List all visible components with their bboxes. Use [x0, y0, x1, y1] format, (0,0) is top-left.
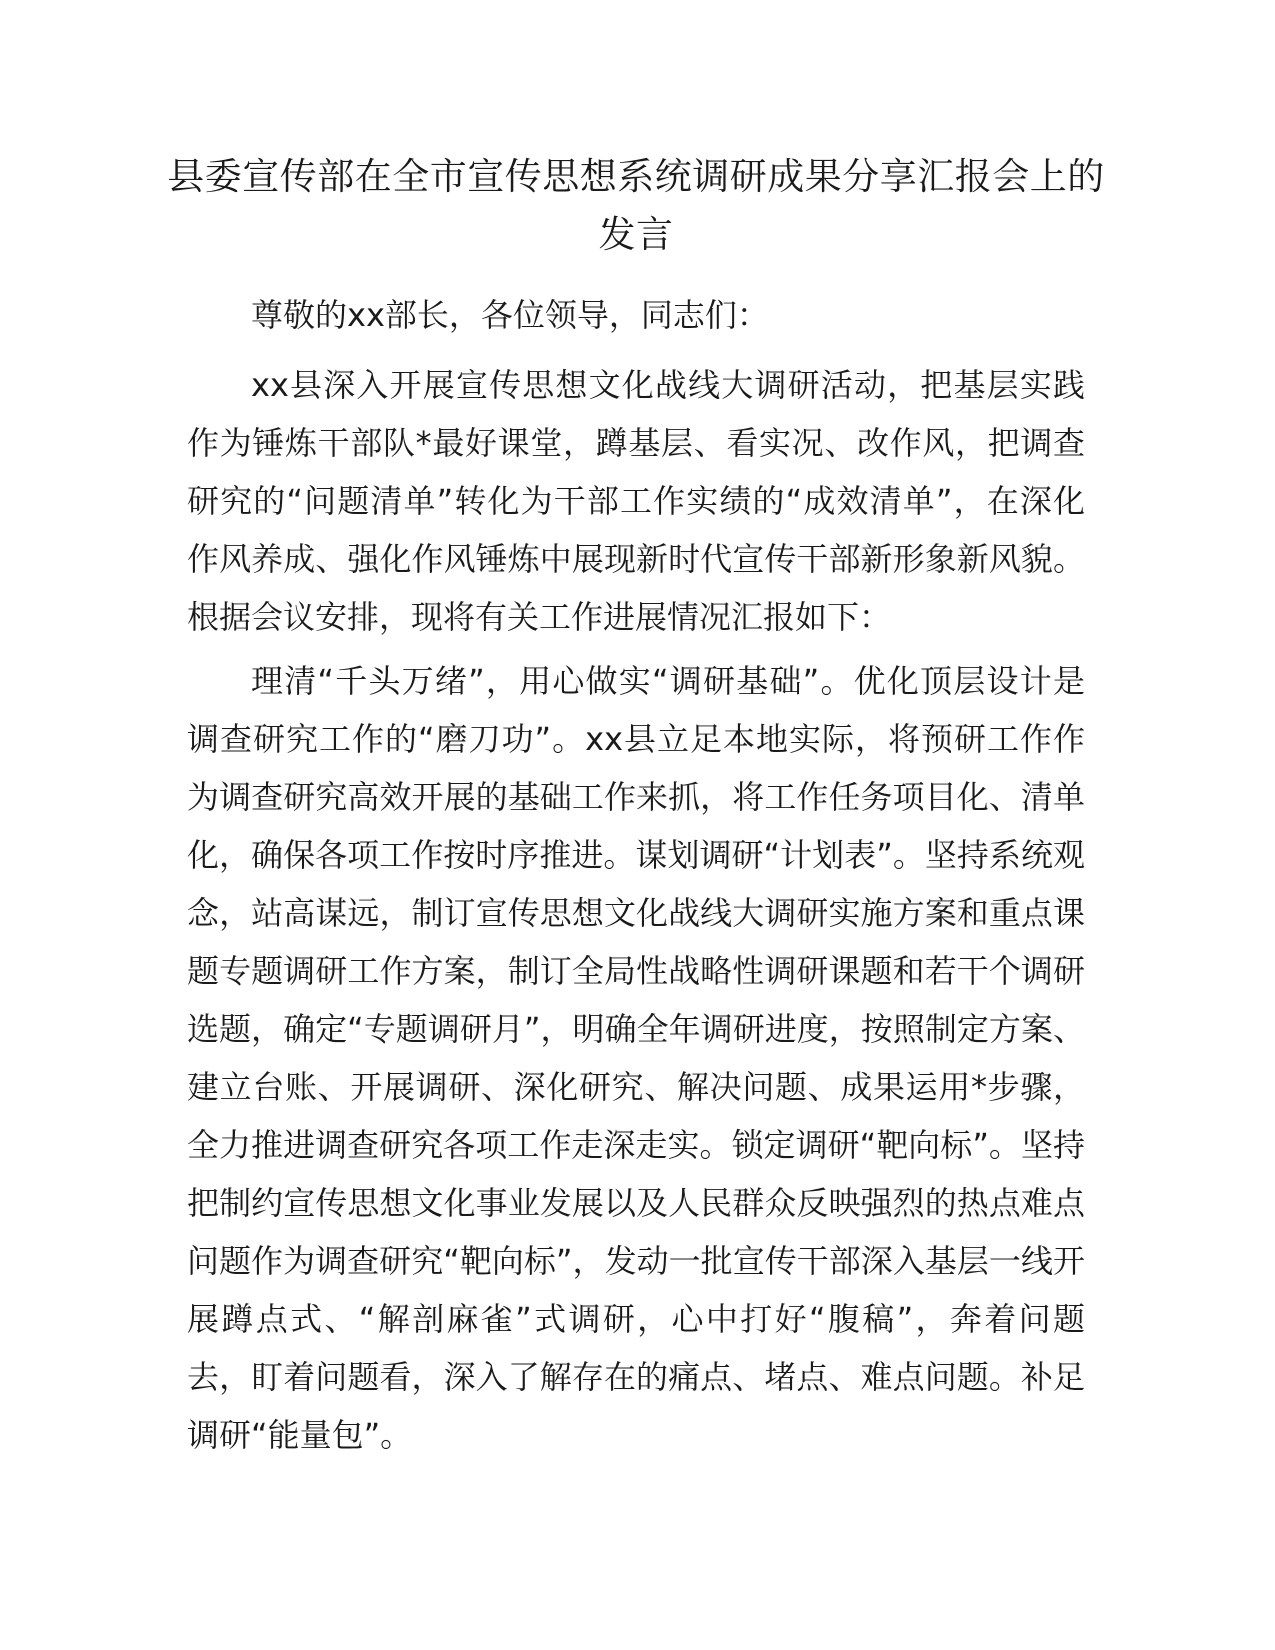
- intro-paragraph: xx县深入开展宣传思想文化战线大调研活动，把基层实践作为锤炼干部队*最好课堂，蹲基层、看实况、改作风，把调查研究的“问题清单”转化为干部工作实绩的“成效清单”，在深化作风养成、强化作风锤炼中展现新时代宣传干部新形象新风貌。根据会议安排，现将有关工作进展情况汇报如下：: [187, 366, 1085, 636]
- document-title: 县委宣传部在全市宣传思想系统调研成果分享汇报会上的发言: [167, 155, 1105, 256]
- document-body: [187, 286, 1085, 1470]
- greeting-paragraph: 尊敬的xx部长，各位领导，同志们：: [251, 296, 769, 334]
- section-paragraph: 理清“千头万绪”，用心做实“调研基础”。优化顶层设计是调查研究工作的“磨刀功”。xx县立足本地实际，将预研工作作为调查研究高效开展的基础工作来抓，将工作任务项目化、清单化，确保各项工作按时序推进。谋划调研“计划表”。坚持系统观念，站高谋远，制订宣传思想文化战线大调研实施方案和重点课题专题调研工作方案，制订全局性战略性调研课题和若干个调研选题，确定“专题调研月”，明确全年调研进度，按照制定方案、建立台账、开展调研、深化研究、解决问题、成果运用*步骤，全力推进调查研究各项工作走深走实。锁定调研“靶向标”。坚持把制约宣传思想文化事业发展以及人民群众反映强烈的热点难点问题作为调查研究“靶向标”，发动一批宣传干部深入基层一线开展蹲点式、“解剖麻雀”式调研，心中打好“腹稿”，奔着问题去，盯着问题看，深入了解存在的痛点、堵点、难点问题。补足调研“能量包”。: [187, 662, 1085, 1454]
